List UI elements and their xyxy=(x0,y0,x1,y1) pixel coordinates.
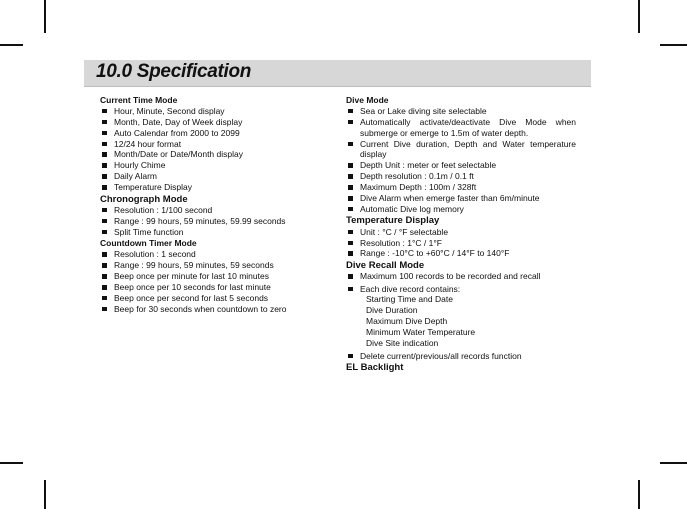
list-item: Auto Calendar from 2000 to 2099 xyxy=(100,128,338,139)
dive-record-fields xyxy=(346,294,576,349)
current-time-mode-list xyxy=(100,106,338,193)
list-item: Beep once per minute for last 10 minutes xyxy=(100,271,338,282)
list-item: Beep once per second for last 5 seconds xyxy=(100,293,338,304)
list-item: Range : 99 hours, 59 minutes, 59.99 seconds xyxy=(100,216,338,227)
list-item: Depth Unit : meter or feet selectable xyxy=(346,160,576,171)
list-item: Sea or Lake diving site selectable xyxy=(346,106,576,117)
crop-mark-bottom-left-vertical xyxy=(44,480,46,509)
dive-recall-mode-list xyxy=(346,271,576,294)
list-item: Maximum 100 records to be recorded and recall xyxy=(346,271,576,282)
list-item: Split Time function xyxy=(100,227,338,238)
chronograph-mode-list xyxy=(100,205,338,238)
list-item: Resolution : 1 second xyxy=(100,249,338,260)
section-heading-dive-mode: Dive Mode xyxy=(346,94,389,105)
page-title: 10.0 Specification xyxy=(96,61,252,82)
list-item: Hourly Chime xyxy=(100,160,338,171)
list-item: Automatically activate/deactivate Dive Mode when submerge or emerge to 1.5m of water depth. xyxy=(346,117,576,139)
section-heading-dive-recall-mode: Dive Recall Mode xyxy=(346,259,425,271)
record-field: Minimum Water Temperature xyxy=(366,327,476,338)
list-item: Depth resolution : 0.1m / 0.1 ft xyxy=(346,171,576,182)
right-column xyxy=(346,94,576,373)
section-heading-temperature-display: Temperature Display xyxy=(346,215,440,227)
section-heading-countdown-timer-mode: Countdown Timer Mode xyxy=(100,238,197,249)
list-item: Resolution : 1°C / 1°F xyxy=(346,238,576,249)
list-item: Month, Date, Day of Week display xyxy=(100,117,338,128)
list-item: Current Dive duration, Depth and Water temperature display xyxy=(346,139,576,161)
record-field: Starting Time and Date xyxy=(366,294,453,305)
list-item: Dive Alarm when emerge faster than 6m/minute xyxy=(346,193,576,204)
list-item: Month/Date or Date/Month display xyxy=(100,149,338,160)
dive-mode-list xyxy=(346,106,576,215)
list-item: Range : -10°C to +60°C / 14°F to 140°F xyxy=(346,248,576,259)
left-column xyxy=(100,94,338,315)
list-item: Each dive record contains: xyxy=(346,284,576,295)
list-item: Resolution : 1/100 second xyxy=(100,205,338,216)
list-item: 12/24 hour format xyxy=(100,139,338,150)
record-field: Dive Duration xyxy=(366,305,418,316)
record-field: Dive Site indication xyxy=(366,338,439,349)
crop-mark-bottom-left-horizontal xyxy=(0,462,23,464)
section-heading-el-backlight: EL Backlight xyxy=(346,361,404,373)
crop-mark-top-left-vertical xyxy=(44,0,46,33)
record-field: Maximum Dive Depth xyxy=(366,316,448,327)
list-item: Range : 99 hours, 59 minutes, 59 seconds xyxy=(100,260,338,271)
list-item: Temperature Display xyxy=(100,182,338,193)
list-item: Maximum Depth : 100m / 328ft xyxy=(346,182,576,193)
list-item: Unit : °C / °F selectable xyxy=(346,227,576,238)
crop-mark-bottom-right-vertical xyxy=(638,480,640,509)
crop-mark-top-left-horizontal xyxy=(0,44,23,46)
crop-mark-bottom-right-horizontal xyxy=(660,462,687,464)
section-header-bar xyxy=(84,60,591,87)
temperature-display-list xyxy=(346,227,576,260)
section-heading-chronograph-mode: Chronograph Mode xyxy=(100,193,188,205)
list-item: Automatic Dive log memory xyxy=(346,204,576,215)
crop-mark-top-right-vertical xyxy=(638,0,640,33)
list-item: Beep for 30 seconds when countdown to zero xyxy=(100,304,338,315)
countdown-timer-mode-list xyxy=(100,249,338,314)
list-item: Hour, Minute, Second display xyxy=(100,106,338,117)
list-item: Daily Alarm xyxy=(100,171,338,182)
crop-mark-top-right-horizontal xyxy=(660,44,687,46)
section-heading-current-time-mode: Current Time Mode xyxy=(100,94,178,105)
list-item: Beep once per 10 seconds for last minute xyxy=(100,282,338,293)
list-item: Delete current/previous/all records function xyxy=(346,351,576,362)
dive-recall-delete-list xyxy=(346,351,576,362)
